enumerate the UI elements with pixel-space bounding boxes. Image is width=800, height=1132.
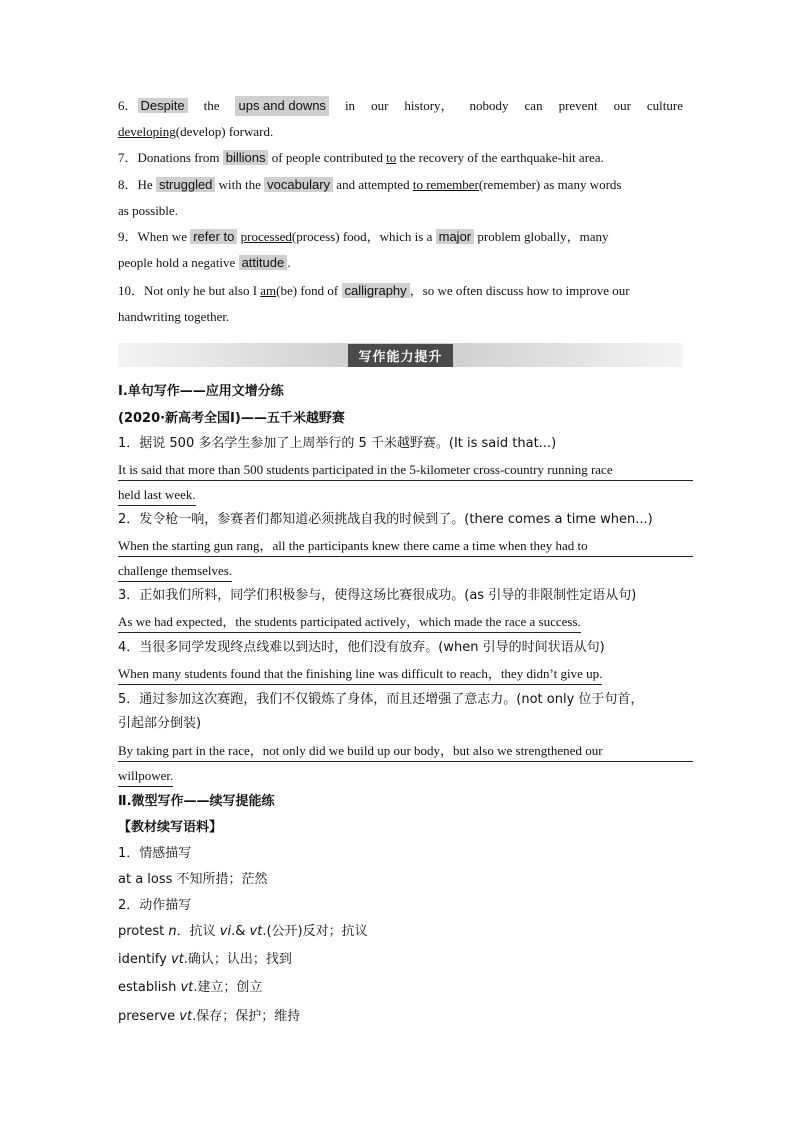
item-3-prompt: 3．正如我们所料，同学们积极参与，使得这场比赛很成功。(as 引导的非限制性定语从句) xyxy=(118,588,637,603)
part-of-speech: n xyxy=(168,924,177,939)
answer-highlight: ups and downs xyxy=(235,96,328,116)
vocab-word: preserve xyxy=(118,1009,176,1024)
answer-underline: developing xyxy=(118,124,176,139)
definition: .保存；保护；维持 xyxy=(192,1009,301,1024)
text: many xyxy=(579,229,609,244)
exercise-7 xyxy=(118,148,683,168)
exercise-10-line1 xyxy=(118,281,683,301)
item-1-prompt: 1．据说 500 多名学生参加了上周举行的 5 千米越野赛。(It is said that...) xyxy=(118,436,557,451)
answer-highlight: attitude xyxy=(239,255,288,270)
item-5-prompt: 5．通过参加这次赛跑，我们不仅锻炼了身体，而且还增强了意志力。(not only 位于句首， xyxy=(118,692,644,707)
exercise-number: 9． xyxy=(118,229,138,244)
text: .& xyxy=(231,924,246,939)
exercise-6-line1 xyxy=(118,96,683,116)
vocab-identify xyxy=(118,950,292,970)
exercise-10-line2: handwriting together. xyxy=(118,309,230,324)
text: Not only he but also I xyxy=(144,283,258,298)
text: the recovery of the earthquake-hit area. xyxy=(399,150,604,165)
sub-heading-emotion: 1．情感描写 xyxy=(118,846,192,861)
text: Donations from xyxy=(137,150,220,165)
text: (remember) as many words xyxy=(478,177,622,192)
exercise-8-line2: as possible. xyxy=(118,203,178,218)
section1-heading: Ⅰ.单句写作——应用文增分练 xyxy=(118,384,284,399)
text: of people contributed xyxy=(271,150,383,165)
item-5-prompt-line2: 引起部分倒装) xyxy=(118,716,202,731)
answer-underline: to remember xyxy=(412,177,479,192)
answer-highlight: major xyxy=(436,229,475,244)
answer-underline: am xyxy=(260,283,277,298)
part-of-speech: vt xyxy=(180,980,194,995)
text: (develop) forward. xyxy=(175,124,274,139)
vocab-protest xyxy=(118,922,368,942)
item-4-prompt: 4．当很多同学发现终点线难以到达时，他们没有放弃。(when 引导的时间状语从句) xyxy=(118,640,605,655)
exercise-8-line1 xyxy=(118,175,683,195)
text: (be) fond of xyxy=(276,283,339,298)
answer-underline: processed xyxy=(240,229,292,244)
definition: .(公开)反对；抗议 xyxy=(262,924,368,939)
answer-highlight: billions xyxy=(223,150,269,165)
text: with the xyxy=(218,177,261,192)
answer-highlight: calligraphy xyxy=(342,283,410,298)
definition: .建立；创立 xyxy=(193,980,263,995)
vocab-word: identify xyxy=(118,952,167,967)
definition: ．抗议 xyxy=(176,924,216,939)
item-5-answer-line1: By taking part in the race，not only did we build up our body，but also we strengthened our xyxy=(118,741,693,762)
exercise-number: 8． xyxy=(118,177,138,192)
text: ，so we often discuss how to improve our xyxy=(409,283,630,298)
exercise-9-line2 xyxy=(118,253,683,273)
word: history， xyxy=(404,98,454,113)
item-2-answer-line1: When the starting gun rang，all the participants knew there came a time when they had to xyxy=(118,536,693,557)
item-5-answer-line2: willpower. xyxy=(118,766,173,787)
exercise-number: 10． xyxy=(118,283,145,298)
part-of-speech: vt xyxy=(179,1009,193,1024)
vocab-establish xyxy=(118,978,262,998)
exercise-number: 7． xyxy=(118,150,138,165)
word: our xyxy=(613,98,631,113)
section1-source: (2020·新高考全国Ⅰ)——五千米越野赛 xyxy=(118,411,345,426)
part-of-speech: vi xyxy=(219,924,232,939)
exercise-9-line1 xyxy=(118,227,683,247)
text: problem globally， xyxy=(477,229,580,244)
sub-heading-action: 2．动作描写 xyxy=(118,898,192,913)
exercise-number: 6． xyxy=(118,98,138,113)
word: prevent xyxy=(558,98,598,113)
answer-highlight: refer to xyxy=(190,229,237,244)
text: When we xyxy=(137,229,187,244)
banner-title: 写作能力提升 xyxy=(348,344,452,367)
item-4-answer: When many students found that the finishing line was difficult to reach，they didn’t give up. xyxy=(118,664,602,685)
section2-heading: Ⅱ.微型写作——续写提能练 xyxy=(118,794,275,809)
vocab-word: protest xyxy=(118,924,165,939)
text: (process) food， xyxy=(291,229,380,244)
text: He xyxy=(137,177,153,192)
word: culture xyxy=(646,98,683,113)
part-of-speech: vt xyxy=(249,924,263,939)
item-1-answer-line1: It is said that more than 500 students participated in the 5-kilometer cross-country running race xyxy=(118,460,693,481)
vocab-word: establish xyxy=(118,980,177,995)
part-of-speech: vt xyxy=(171,952,184,967)
text: . xyxy=(287,255,291,270)
answer-underline: to xyxy=(386,150,397,165)
item-2-prompt: 2．发令枪一响，参赛者们都知道必须挑战自我的时候到了。(there comes a time when...) xyxy=(118,512,653,527)
text: people hold a negative xyxy=(118,255,236,270)
item-2-answer-line2: challenge themselves. xyxy=(118,561,232,582)
definition: .确认；认出；找到 xyxy=(183,952,292,967)
material-label: 【教材续写语料】 xyxy=(118,820,223,835)
item-1-answer-line2: held last week. xyxy=(118,485,196,506)
phrase-at-a-loss: at a loss 不知所措；茫然 xyxy=(118,872,268,887)
answer-highlight: Despite xyxy=(138,98,188,113)
word: can xyxy=(524,98,543,113)
text: and attempted xyxy=(336,177,410,192)
word: our xyxy=(371,98,389,113)
exercise-6-line2 xyxy=(118,122,683,142)
answer-highlight: struggled xyxy=(156,177,215,192)
vocab-preserve xyxy=(118,1007,300,1027)
word: the xyxy=(203,98,220,113)
answer-highlight: vocabulary xyxy=(264,177,333,192)
word: nobody xyxy=(469,98,509,113)
section-banner xyxy=(118,343,683,367)
text: which is a xyxy=(379,229,433,244)
word: in xyxy=(344,98,356,113)
item-3-answer: As we had expected，the students participated actively，which made the race a success. xyxy=(118,612,581,633)
